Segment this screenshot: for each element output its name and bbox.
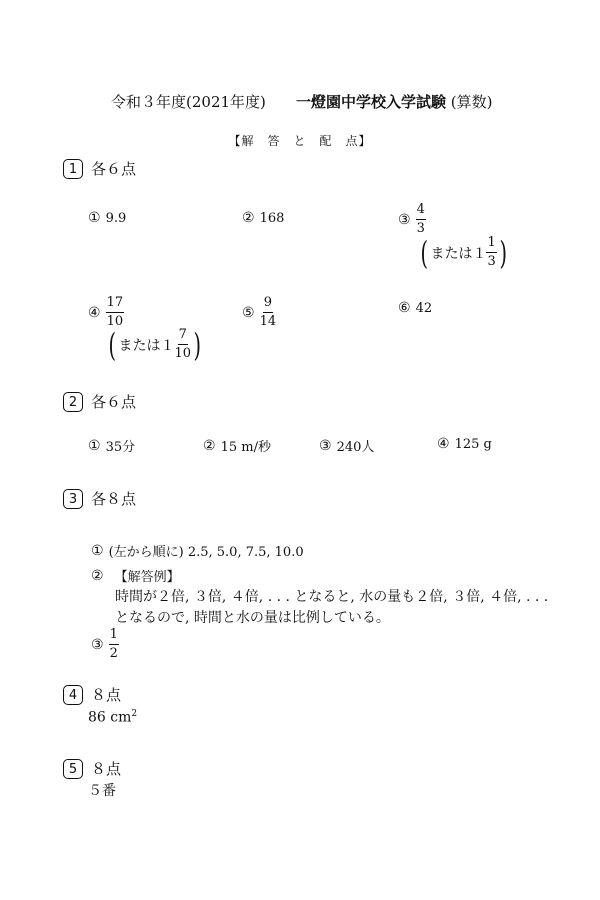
section-points: 各８点 [91, 490, 137, 508]
fraction: $\frac{1}{2}$ [109, 627, 118, 662]
answer-value: 42 [415, 300, 433, 316]
section-number: 4 [63, 685, 83, 705]
section-1-header [63, 158, 136, 179]
alt-prefix: または１ [430, 245, 487, 262]
answer-2-4 [437, 436, 492, 452]
section-points: ８点 [91, 686, 122, 704]
answer-1-4-alternate: ( または１ $\frac{7}{10}$ ) [108, 325, 202, 364]
subject-name: (算数) [450, 93, 493, 111]
answer-2-2 [203, 436, 271, 455]
section-number: 2 [63, 392, 83, 412]
answer-value: 15 m/秒 [220, 440, 271, 455]
answer-2-1 [88, 436, 135, 455]
answer-3-1 [91, 541, 304, 560]
answer-value: (左から順に) 2.5, 5.0, 7.5, 10.0 [108, 545, 304, 560]
answer-mark: ② [242, 210, 255, 226]
answer-1-2 [242, 210, 284, 226]
section-number: 1 [63, 159, 83, 179]
section-points: 各６点 [91, 393, 137, 411]
answer-1-3-alternate: ( または１ $\frac{1}{3}$ ) [420, 233, 507, 272]
fraction: $\frac{17}{10}$ [106, 295, 124, 330]
answer-mark: ③ [319, 437, 332, 454]
answer-value: 35分 [105, 440, 136, 455]
school-name: 一燈園中学校入学試験 [296, 93, 447, 111]
exam-title [296, 91, 493, 112]
answer-2-3 [319, 436, 374, 455]
answer-mark: ④ [437, 436, 450, 452]
answer-mark: ① [88, 437, 101, 454]
answer-3-3 [91, 628, 119, 662]
answer-value: 240人 [336, 440, 375, 455]
answer-mark: ③ [398, 211, 411, 228]
answer-3-2-line-2: となるので, 時間と水の量は比例している。 [115, 610, 390, 626]
answer-mark: ⑤ [242, 304, 255, 321]
section-4-header [63, 684, 121, 705]
answer-mark: ① [91, 542, 104, 559]
answer-1-1 [88, 210, 126, 226]
alt-prefix: または１ [118, 337, 175, 354]
section-number: 5 [63, 759, 83, 779]
answer-mark: ⑥ [398, 300, 411, 316]
section-5-header [63, 758, 121, 779]
answer-exponent: 2 [131, 709, 138, 719]
answer-5: ５番 [88, 783, 116, 799]
answer-label: 【解答例】 [114, 570, 180, 585]
fraction: $\frac{7}{10}$ [174, 327, 192, 362]
answer-value: 125 g [454, 436, 492, 452]
answer-value: 168 [259, 210, 285, 226]
answer-4 [88, 709, 137, 726]
answer-mark: ① [88, 210, 101, 226]
answer-1-5 [242, 296, 276, 330]
section-3-header [63, 488, 136, 509]
section-points: 各６点 [91, 160, 137, 178]
answer-1-4 [88, 296, 124, 330]
answer-1-6 [398, 300, 432, 316]
answer-mark: ④ [88, 304, 101, 321]
title-year: 令和３年度(2021年度) [111, 93, 266, 111]
section-points: ８点 [91, 760, 122, 778]
answer-mark: ② [91, 567, 104, 584]
subtitle: 【解 答 と 配 点】 [228, 134, 372, 148]
answer-3-2-line-1: 時間が２倍, ３倍, ４倍, . . . となると, 水の量も２倍, ３倍, ４倍, . . . [115, 589, 549, 605]
fraction: $\frac{4}{3}$ [416, 202, 425, 237]
fraction: $\frac{1}{3}$ [487, 235, 496, 270]
answer-1-3 [398, 203, 426, 237]
answer-mark: ③ [91, 636, 104, 653]
answer-value: 9.9 [105, 210, 127, 226]
answer-value: 86 cm [88, 709, 132, 726]
fraction: $\frac{9}{14}$ [259, 295, 277, 330]
answer-3-2 [91, 566, 180, 585]
section-number: 3 [63, 489, 83, 509]
section-2-header [63, 391, 136, 412]
answer-mark: ② [203, 437, 216, 454]
